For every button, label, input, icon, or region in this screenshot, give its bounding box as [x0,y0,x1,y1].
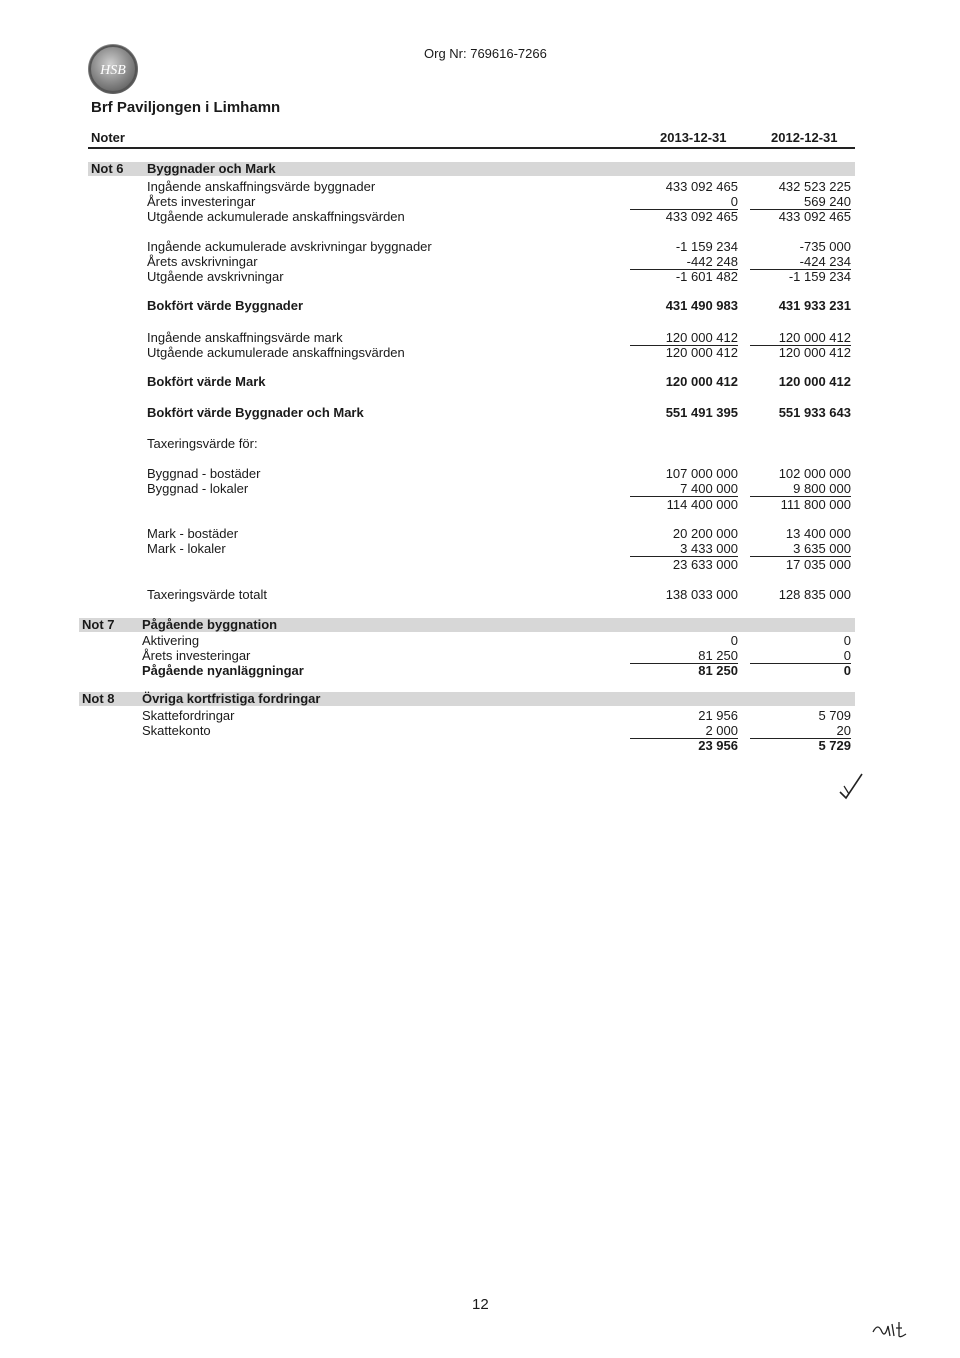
row-value-2012: 13 400 000 [785,526,851,541]
company-name: Brf Paviljongen i Limhamn [91,99,281,116]
note-7-title: Pågående byggnation [142,617,278,632]
row-label: Mark - bostäder [147,526,239,541]
row-label: Utgående ackumulerade anskaffningsvärden [147,345,405,360]
note-6-title: Byggnader och Mark [147,161,276,176]
row-label: Ingående anskaffningsvärde byggnader [147,179,376,194]
row-label: Skattekonto [142,723,211,738]
row-value-2013: 3 433 000 [680,541,738,556]
total-value-2013: 551 491 395 [665,405,738,420]
row-value-2012: 102 000 000 [778,466,851,481]
org-number: Org Nr: 769616-7266 [424,46,547,61]
row-label: Byggnad - bostäder [147,466,261,481]
subtotal-label: Bokfört värde Mark [147,374,266,389]
row-value-2012: -424 234 [799,254,851,269]
header-divider [88,147,855,149]
row-value-2013: -1 601 482 [675,269,738,284]
row-value-2013: -442 248 [686,254,738,269]
sum-value-2013: 114 400 000 [666,497,738,512]
row-label: Utgående ackumulerade anskaffningsvärden [147,209,405,224]
row-value-2013: 138 033 000 [665,587,738,602]
row-label: Årets investeringar [142,648,251,663]
row-value-2012: 120 000 412 [778,345,851,360]
row-value-2013: 2 000 [705,723,738,738]
row-label: Utgående avskrivningar [147,269,284,284]
row-value-2013: 433 092 465 [665,179,738,194]
row-value-2013: 120 000 412 [665,330,738,345]
column-header-2013: 2013-12-31 [660,130,727,145]
row-value-2013: 81 250 [698,648,738,663]
row-label: Mark - lokaler [147,541,226,556]
total-value-2012: 551 933 643 [778,405,851,420]
subtotal-value-2012: 431 933 231 [778,298,851,313]
row-value-2012: 569 240 [804,194,851,209]
row-value-2013: 0 [730,633,738,648]
page-number: 12 [472,1296,489,1313]
total-value-2013: 81 250 [698,663,738,678]
row-value-2012: 120 000 412 [778,330,851,345]
sum-value-2012: 111 800 000 [780,497,851,512]
hsb-logo-icon [88,44,138,94]
row-value-2013: 21 956 [698,708,738,723]
row-label: Ingående anskaffningsvärde mark [147,330,343,345]
row-label: Aktivering [142,633,200,648]
row-value-2012: 5 709 [818,708,851,723]
row-value-2012: 432 523 225 [778,179,851,194]
column-header-2012: 2012-12-31 [771,130,838,145]
subtotal-label: Bokfört värde Byggnader [147,298,304,313]
total-value-2013: 23 956 [698,738,738,753]
note-8-title: Övriga kortfristiga fordringar [142,691,321,706]
note-7-label: Not 7 [82,617,115,632]
row-value-2012: 433 092 465 [778,209,851,224]
subtotal-value-2012: 120 000 412 [778,374,851,389]
noter-heading: Noter [91,130,125,145]
sum-value-2012: 17 035 000 [785,557,851,572]
row-label: Ingående ackumulerade avskrivningar byggnader [147,239,432,254]
row-value-2013: 20 200 000 [672,526,738,541]
row-value-2012: 0 [843,648,851,663]
row-label: Taxeringsvärde totalt [147,587,267,602]
row-value-2012: 9 800 000 [793,481,851,496]
logo-text: HSB [100,63,126,78]
total-value-2012: 0 [843,663,851,678]
note-6-label: Not 6 [91,161,124,176]
row-value-2013: 0 [730,194,738,209]
row-value-2012: 20 [836,723,851,738]
row-value-2012: 0 [843,633,851,648]
row-value-2013: 433 092 465 [665,209,738,224]
row-value-2013: 7 400 000 [680,481,738,496]
row-label: Årets investeringar [147,194,256,209]
row-value-2012: -735 000 [799,239,851,254]
total-label: Pågående nyanläggningar [142,663,304,678]
row-value-2013: -1 159 234 [675,239,738,254]
total-label: Bokfört värde Byggnader och Mark [147,405,364,420]
row-label: Byggnad - lokaler [147,481,249,496]
section-caption: Taxeringsvärde för: [147,436,258,451]
subtotal-value-2013: 120 000 412 [665,374,738,389]
row-value-2013: 120 000 412 [665,345,738,360]
row-value-2012: -1 159 234 [788,269,851,284]
row-value-2012: 3 635 000 [793,541,851,556]
handwritten-initials-icon [870,1318,910,1342]
total-value-2012: 5 729 [818,738,851,753]
subtotal-value-2013: 431 490 983 [665,298,738,313]
row-value-2012: 128 835 000 [778,587,851,602]
handwritten-checkmark-icon [836,770,866,800]
sum-value-2013: 23 633 000 [672,557,738,572]
row-value-2013: 107 000 000 [665,466,738,481]
row-label: Årets avskrivningar [147,254,258,269]
note-8-label: Not 8 [82,691,115,706]
row-label: Skattefordringar [142,708,235,723]
